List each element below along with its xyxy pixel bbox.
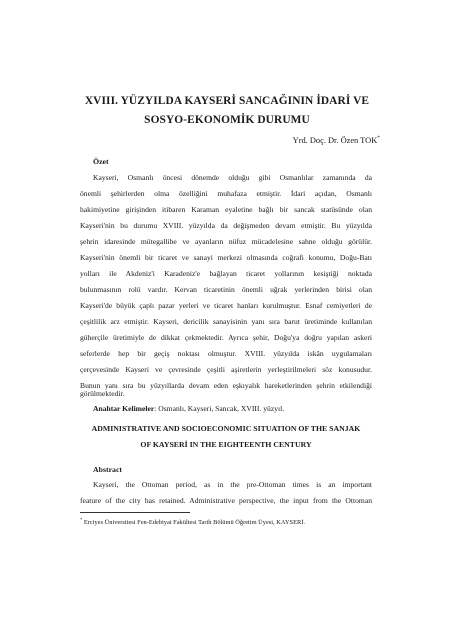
ozet-line: Bunun yanı sıra bu yüzyıllarda devam eden eşkıyalık hareketlerinden şehrin etkilendiği [80,381,372,390]
title-line-1: XVIII. YÜZYILDA KAYSERİ SANCAĞININ İDARİ VE [84,95,370,107]
ozet-line: Kayseri'nin bu durumu XVIII. yüzyılda da değişmeden devam etmiştir. Bu yüzyılda [80,221,372,230]
english-title-line-1: ADMINISTRATIVE AND SOCIOECONOMIC SITUATION OF THE SANJAK [91,424,361,433]
keywords-label: Anahtar Kelimeler [93,404,155,413]
english-title-line-2: OF KAYSERİ IN THE EIGHTEENTH CENTURY [140,440,312,449]
ozet-heading: Özet [93,157,109,166]
ozet-line: çerçevesinde Kayseri ve çevresinde çeşitli aşiretlerin yerleştirilmeleri söz konusudur. [80,365,372,374]
keywords-text: : Osmanlı, Kayseri, Sancak, XVIII. yüzyıl. [154,404,285,413]
keywords [93,404,284,413]
footnote-rule [80,512,190,513]
author [293,135,380,145]
title-line-2: SOSYO-EKONOMİK DURUMU [144,114,310,126]
footnote [80,517,305,526]
ozet-line: yolları ile Akdeniz'i Karadeniz'e bağlayan ticaret yollarının kesiştiği noktada [80,269,372,278]
ozet-line: güherçile üretimiyle de dikkat çekmektedir. Ayrıca şehir, Doğu'ya doğru yapılan askeri [80,333,372,342]
author-footnote-mark: * [377,135,380,141]
ozet-line: Kayseri, Osmanlı öncesi dönemde olduğu gibi Osmanlılar zamanında da [93,173,372,182]
abstract-line: Kayseri, the Ottoman period, as in the pre-Ottoman times is an important [93,480,372,489]
ozet-line: önemli şehirlerden olma özelliğini muhafaza etmiştir. İdari açıdan, Osmanlı [80,189,372,198]
ozet-line: Kayseri'de büyük çaplı pazar yerleri ve ticaret hanları kurulmuştur. Esnaf cemiyetleri de [80,301,372,310]
ozet-line: seferlerde hep bir geçiş noktası olmuştur. XVIII. yüzyılda iskân uygulamaları [80,349,372,358]
ozet-line: bulunmasının rolü vardır. Kervan ticaretinin önemli uğrak yerlerinden birisi olan [80,285,372,294]
abstract-heading: Abstract [93,465,123,474]
ozet-line: çeşitlilik arz etmiştir. Kayseri, dericilik sanayisinin yanı sıra barut üretiminde kullanılan [80,317,372,326]
ozet-line: Kayseri'nin önemli bir ticaret ve sanayi merkezi olmasında coğrafi konumu, Doğu-Batı [80,253,372,262]
ozet-line: şehrin idaresinde mütegallibe ve ayanların nüfuz mücadelesine sahne olduğu görülür. [80,237,372,246]
footnote-text: Erciyes Üniversitesi Fen-Edebiyat Fakültesi Tarih Bölümü Öğretim Üyesi, KAYSERİ. [82,519,305,527]
footnote-mark: * [80,517,83,522]
ozet-line: hakimiyetine girişinden itibaren Karaman eyaletine bağlı bir sancak statüsünde olan [80,205,372,214]
author-name: Yrd. Doç. Dr. Özen TOK [292,135,378,145]
ozet-last-line: görülmektedir. [80,389,125,398]
abstract-line: feature of the city has retained. Administrative perspective, the input from the Ottoman [80,496,372,505]
